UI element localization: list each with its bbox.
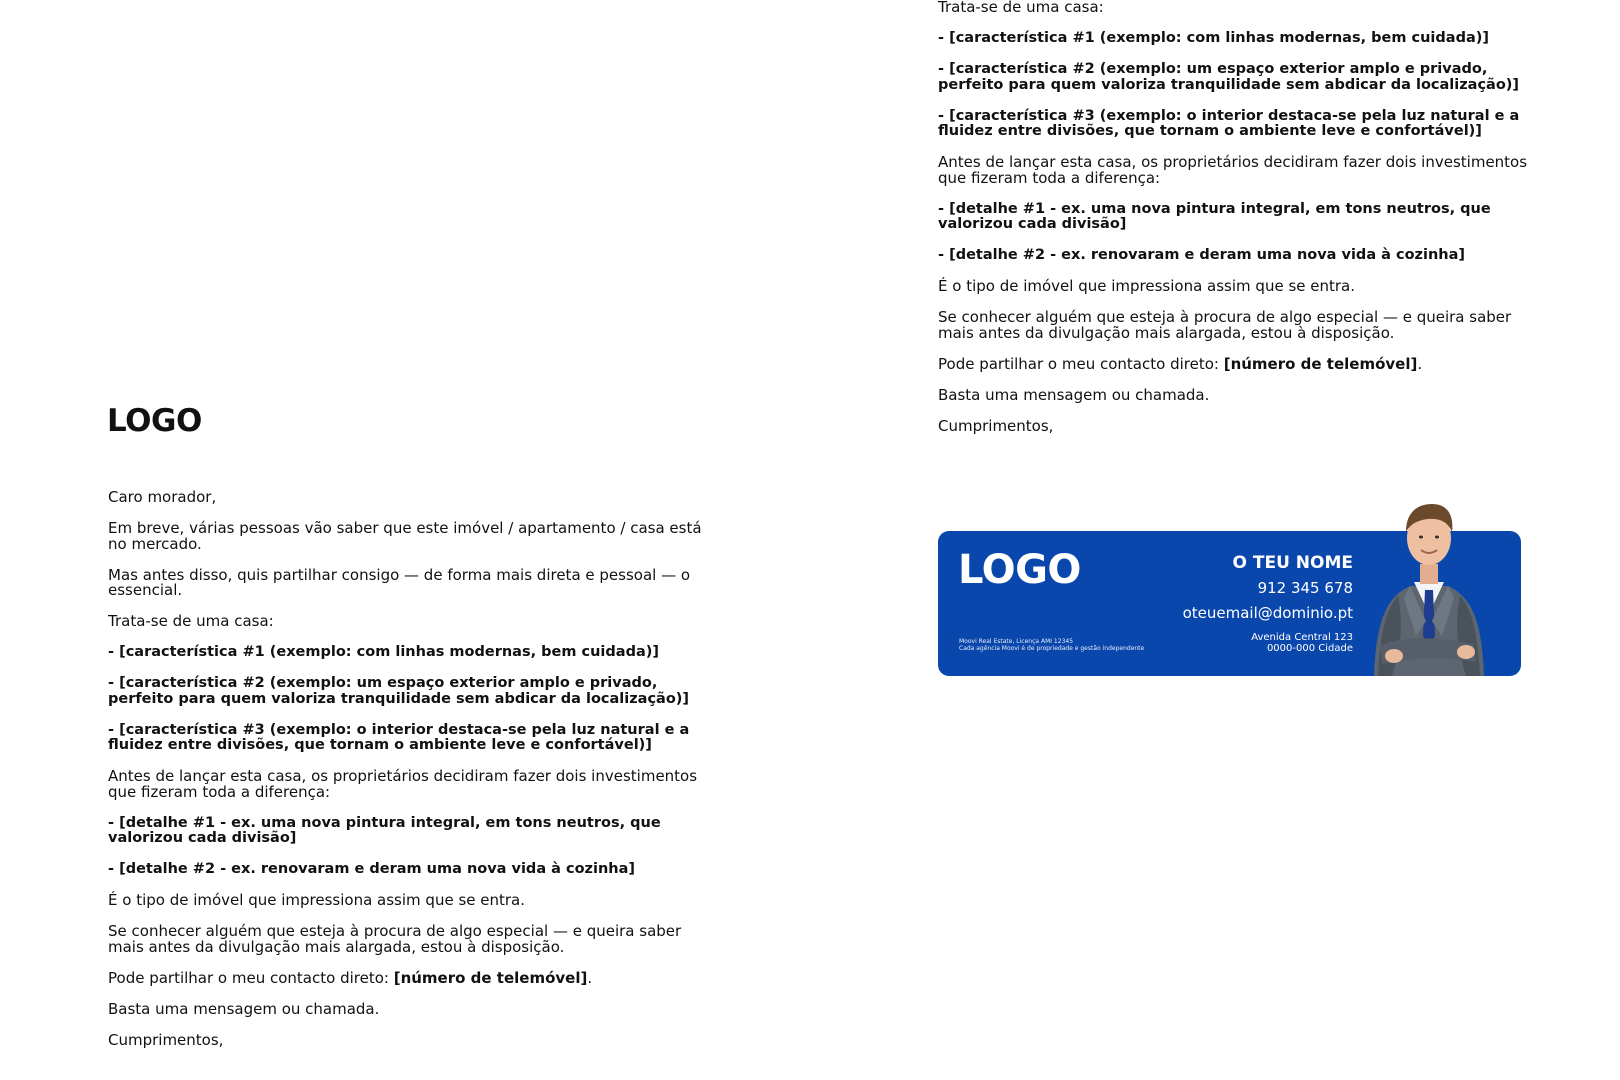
phone-placeholder: [número de telemóvel]	[393, 968, 588, 987]
feature-3: - [característica #3 (exemplo: o interior destaca-se pela luz natural e a fluidez entre divisões, que tornam o ambiente leve e confortável)]	[108, 721, 690, 753]
agent-portrait-image	[1370, 486, 1488, 676]
letter-body-left	[108, 490, 708, 1064]
address-line: 0000-000 Cidade	[1266, 643, 1353, 654]
signature-card	[938, 531, 1521, 676]
share-contact-paragraph	[938, 354, 1538, 373]
agent-address	[1183, 632, 1353, 654]
message-paragraph: Basta uma mensagem ou chamada.	[938, 385, 1210, 404]
detail-1: - [detalhe #1 - ex. uma nova pintura integral, em tons neutros, que valorizou cada divisão]	[938, 200, 1491, 232]
card-legal-line: Moovi Real Estate, Licença AMI 12345	[959, 638, 1074, 645]
impression-paragraph: É o tipo de imóvel que impressiona assim que se entra.	[938, 277, 1356, 295]
agent-name: O TEU NOME	[1232, 553, 1353, 573]
feature-2: - [característica #2 (exemplo: um espaço exterior amplo e privado, perfeito para quem valoriza tranquilidade sem abdicar da localização)]	[108, 675, 690, 707]
agent-phone[interactable]: 912 345 678	[1257, 579, 1353, 597]
card-contact-info	[1183, 553, 1353, 654]
house-intro: Trata-se de uma casa:	[108, 612, 274, 630]
know-someone-paragraph: Se conhecer alguém que esteja à procura de algo especial — e queira saber mais antes da divulgação mais alargada, estou à disposição.	[938, 308, 1512, 342]
closing: Cumprimentos,	[108, 1030, 224, 1049]
share-contact-suffix: .	[1417, 354, 1423, 373]
feature-1: - [característica #1 (exemplo: com linhas modernas, bem cuidada)]	[108, 644, 659, 660]
card-legal-line: Cada agência Moovi é de propriedade e gestão independente	[959, 645, 1145, 652]
card-legal	[959, 638, 1144, 652]
greeting: Caro morador,	[108, 488, 217, 506]
feature-1: - [característica #1 (exemplo: com linhas modernas, bem cuidada)]	[938, 30, 1489, 46]
detail-1: - [detalhe #1 - ex. uma nova pintura integral, em tons neutros, que valorizou cada divisão]	[108, 814, 661, 846]
know-someone-paragraph: Se conhecer alguém que esteja à procura de algo especial — e queira saber mais antes da divulgação mais alargada, estou à disposição.	[108, 922, 682, 956]
closing: Cumprimentos,	[938, 416, 1054, 435]
detail-2: - [detalhe #2 - ex. renovaram e deram uma nova vida à cozinha]	[938, 247, 1466, 263]
address-line: Avenida Central 123	[1251, 632, 1353, 643]
letter-logo: LOGO	[107, 403, 202, 439]
intro-paragraph: Em breve, várias pessoas vão saber que este imóvel / apartamento / casa está no mercado.	[108, 519, 702, 553]
before-paragraph: Mas antes disso, quis partilhar consigo — de forma mais direta e pessoal — o essencial.	[108, 565, 691, 599]
letter-body-right	[938, 0, 1538, 450]
phone-placeholder: [número de telemóvel]	[1223, 354, 1418, 373]
impression-paragraph: É o tipo de imóvel que impressiona assim que se entra.	[108, 891, 526, 909]
share-contact-paragraph	[108, 968, 708, 987]
card-logo: LOGO	[958, 547, 1081, 593]
share-contact-prefix: Pode partilhar o meu contacto direto:	[108, 968, 394, 987]
message-paragraph: Basta uma mensagem ou chamada.	[108, 999, 380, 1018]
detail-2: - [detalhe #2 - ex. renovaram e deram uma nova vida à cozinha]	[108, 861, 636, 877]
share-contact-prefix: Pode partilhar o meu contacto direto:	[938, 354, 1224, 373]
feature-2: - [característica #2 (exemplo: um espaço exterior amplo e privado, perfeito para quem valoriza tranquilidade sem abdicar da localização)]	[938, 61, 1520, 93]
agent-email[interactable]: oteuemail@dominio.pt	[1182, 604, 1353, 622]
house-intro: Trata-se de uma casa:	[938, 0, 1104, 16]
share-contact-suffix: .	[587, 968, 593, 987]
investments-paragraph: Antes de lançar esta casa, os proprietários decidiram fazer dois investimentos que fizeram toda a diferença:	[938, 153, 1528, 187]
feature-3: - [característica #3 (exemplo: o interior destaca-se pela luz natural e a fluidez entre divisões, que tornam o ambiente leve e confortável)]	[938, 107, 1520, 139]
investments-paragraph: Antes de lançar esta casa, os proprietários decidiram fazer dois investimentos que fizeram toda a diferença:	[108, 767, 698, 801]
